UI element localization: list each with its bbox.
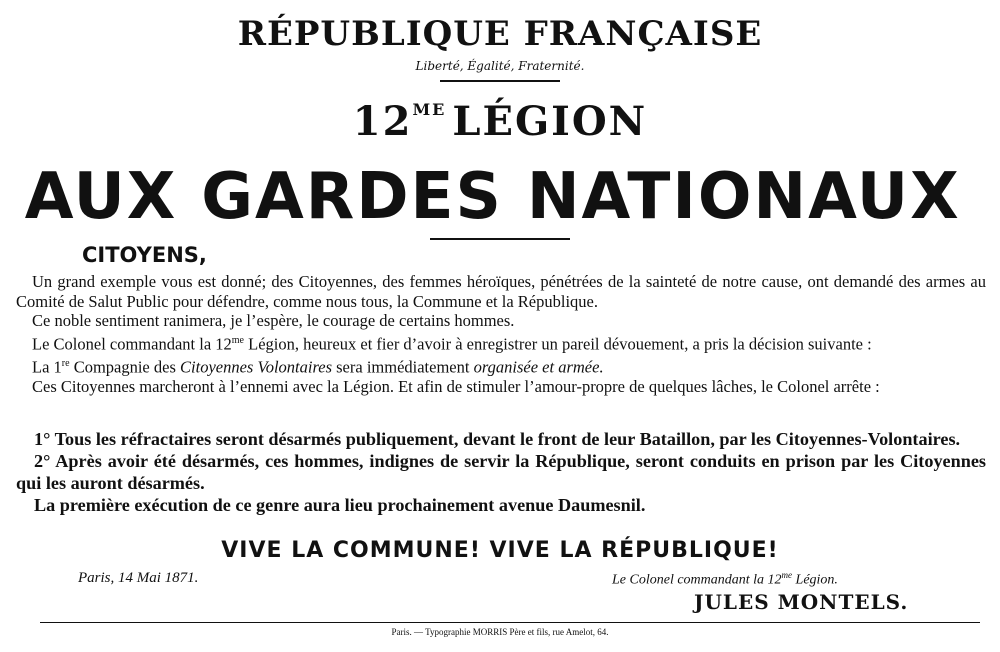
printer-credit: Paris. — Typographie MORRIS Père et fils, rue Amelot, 64. xyxy=(391,627,609,637)
paragraph-3-text-a: Le Colonel commandant la 12 xyxy=(32,334,232,353)
slogan: VIVE LA COMMUNE! VIVE LA RÉPUBLIQUE! xyxy=(221,538,779,563)
signatory-name: JULES MONTELS. xyxy=(694,590,909,614)
paragraph-2: Ce noble sentiment ranimera, je l’espère, le courage de certains hommes. xyxy=(32,311,515,330)
devise-motto: Liberté, Égalité, Fraternité. xyxy=(415,59,585,73)
legion-number: 12 xyxy=(352,98,413,145)
divider-top xyxy=(440,80,560,82)
signatory-title xyxy=(612,570,838,589)
paragraph-1: Un grand exemple vous est donné; des Citoyennes, des femmes héroïques, pénétrées de la sainteté de notre cause, ont demandé des armes au Comité de Salut Public pour défendre, comme nous tous, la Commune et la République. xyxy=(16,272,986,311)
paragraph-4-emphasis-1: Citoyennes Volontaires xyxy=(180,357,333,376)
paragraph-4 xyxy=(16,354,986,377)
date-place: Paris, 14 Mai 1871. xyxy=(78,570,199,586)
divider-bottom xyxy=(40,622,980,623)
paragraph-3 xyxy=(16,331,986,354)
article-3: La première exécution de ce genre aura lieu prochainement avenue Daumesnil. xyxy=(34,495,646,515)
salutation: CITOYENS, xyxy=(82,243,207,267)
article-1: 1° Tous les réfractaires seront désarmés publiquement, devant le front de leur Bataillon, par les Citoyennes-Volontaires. xyxy=(34,429,961,449)
signatory-title-sup: me xyxy=(781,570,793,580)
article-2: 2° Après avoir été désarmés, ces hommes, indignes de servir la République, seront conduits en prison par les Citoyennes qui les auront désarmés. xyxy=(16,451,986,493)
signatory-title-text-a: Le Colonel commandant la 12 xyxy=(612,572,782,588)
paragraph-4-text-c: sera immédiatement xyxy=(332,357,474,376)
poster-title: AUX GARDES NATIONAUX xyxy=(24,160,961,234)
paragraph-4-text-b: Compagnie des xyxy=(69,357,181,376)
republique-heading: RÉPUBLIQUE FRANÇAISE xyxy=(237,14,763,54)
paragraph-4-emphasis-2: organisée et armée. xyxy=(473,357,604,376)
paragraph-3-text-b: Légion, heureux et fier d’avoir à enregistrer un pareil dévouement, a pris la décision suivante : xyxy=(244,334,872,353)
paragraph-5: Ces Citoyennes marcheront à l’ennemi avec la Légion. Et afin de stimuler l’amour-propre de quelques lâches, le Colonel arrête : xyxy=(32,376,880,396)
proclamation-body xyxy=(16,272,986,396)
legion-superscript: ME xyxy=(412,100,447,119)
paragraph-4-text-a: La 1 xyxy=(32,357,62,376)
paragraph-4-sup: re xyxy=(61,357,70,369)
legion-word: LÉGION xyxy=(452,98,648,145)
legion-heading xyxy=(0,98,1000,145)
paragraph-3-sup: me xyxy=(231,334,244,346)
decree-articles xyxy=(16,428,986,516)
signatory-title-text-b: Légion. xyxy=(792,572,838,588)
divider-middle xyxy=(430,238,570,240)
